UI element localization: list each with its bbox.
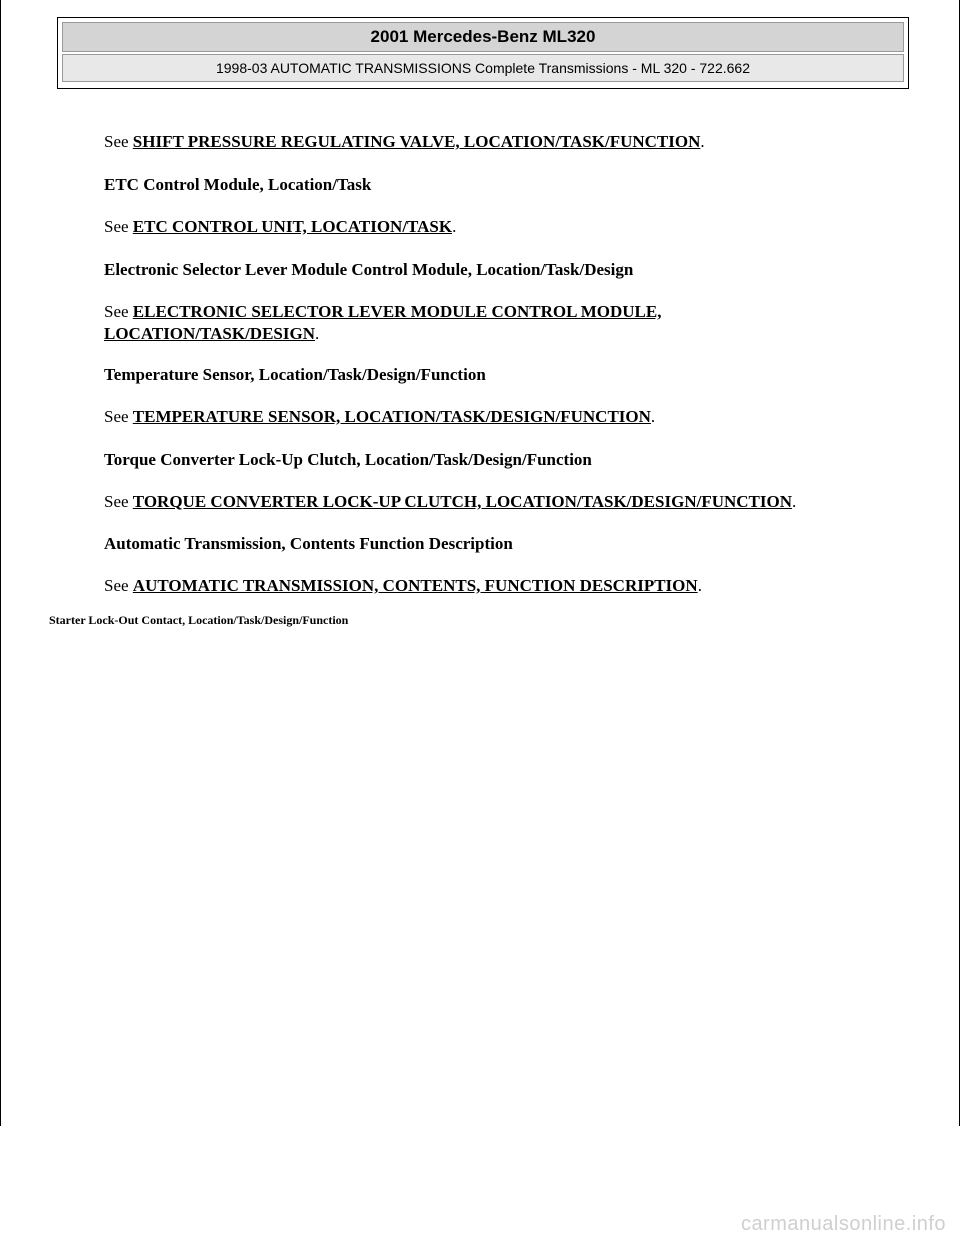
see-prefix: See: [104, 302, 133, 321]
header-title: 2001 Mercedes-Benz ML320: [62, 22, 904, 52]
heading-torque-converter: Torque Converter Lock-Up Clutch, Location/Task/Design/Function: [104, 450, 592, 469]
link-temperature-sensor[interactable]: TEMPERATURE SENSOR, LOCATION/TASK/DESIGN/FUNCTION: [132, 407, 651, 426]
period: .: [697, 576, 702, 595]
link-electronic-selector-lever-part1[interactable]: ELECTRONIC SELECTOR LEVER MODULE CONTROL MODULE,: [132, 302, 662, 321]
link-electronic-selector-lever-part2[interactable]: LOCATION/TASK/DESIGN: [104, 324, 315, 343]
see-line-electronic-selector-lever: [104, 302, 661, 322]
see-prefix: See: [104, 132, 133, 151]
period: .: [700, 132, 705, 151]
period: .: [792, 492, 797, 511]
watermark-text: carmanualsonline.info: [740, 1213, 946, 1235]
document-header: [57, 17, 909, 89]
see-prefix: See: [104, 217, 133, 236]
see-prefix: See: [104, 492, 133, 511]
heading-temperature-sensor: Temperature Sensor, Location/Task/Design/Function: [104, 365, 486, 384]
period: .: [314, 324, 320, 343]
heading-etc-control-module: ETC Control Module, Location/Task: [104, 175, 372, 194]
link-etc-control-unit[interactable]: ETC CONTROL UNIT, LOCATION/TASK: [132, 217, 453, 236]
link-shift-pressure-regulating-valve[interactable]: SHIFT PRESSURE REGULATING VALVE, LOCATION/TASK/FUNCTION: [132, 132, 701, 151]
period: .: [452, 217, 457, 236]
header-subtitle: 1998-03 AUTOMATIC TRANSMISSIONS Complete Transmissions - ML 320 - 722.662: [62, 54, 904, 82]
see-line-automatic-transmission: [104, 576, 702, 596]
heading-automatic-transmission: Automatic Transmission, Contents Function Description: [104, 534, 513, 553]
see-line-torque-converter: [104, 492, 796, 512]
see-line-shift-pressure: [104, 132, 705, 152]
link-torque-converter-lockup-clutch[interactable]: TORQUE CONVERTER LOCK-UP CLUTCH, LOCATION/TASK/DESIGN/FUNCTION: [132, 492, 792, 511]
see-line-electronic-selector-lever-cont: [104, 324, 319, 344]
see-prefix: See: [104, 576, 133, 595]
heading-starter-lockout-contact: Starter Lock-Out Contact, Location/Task/Design/Function: [49, 613, 349, 627]
heading-electronic-selector-lever: Electronic Selector Lever Module Control Module, Location/Task/Design: [104, 260, 634, 279]
see-prefix: See: [104, 407, 133, 426]
period: .: [650, 407, 656, 426]
link-automatic-transmission-contents[interactable]: AUTOMATIC TRANSMISSION, CONTENTS, FUNCTION DESCRIPTION: [132, 576, 698, 595]
see-line-temperature-sensor: [104, 407, 655, 427]
see-line-etc-control-unit: [104, 217, 456, 237]
